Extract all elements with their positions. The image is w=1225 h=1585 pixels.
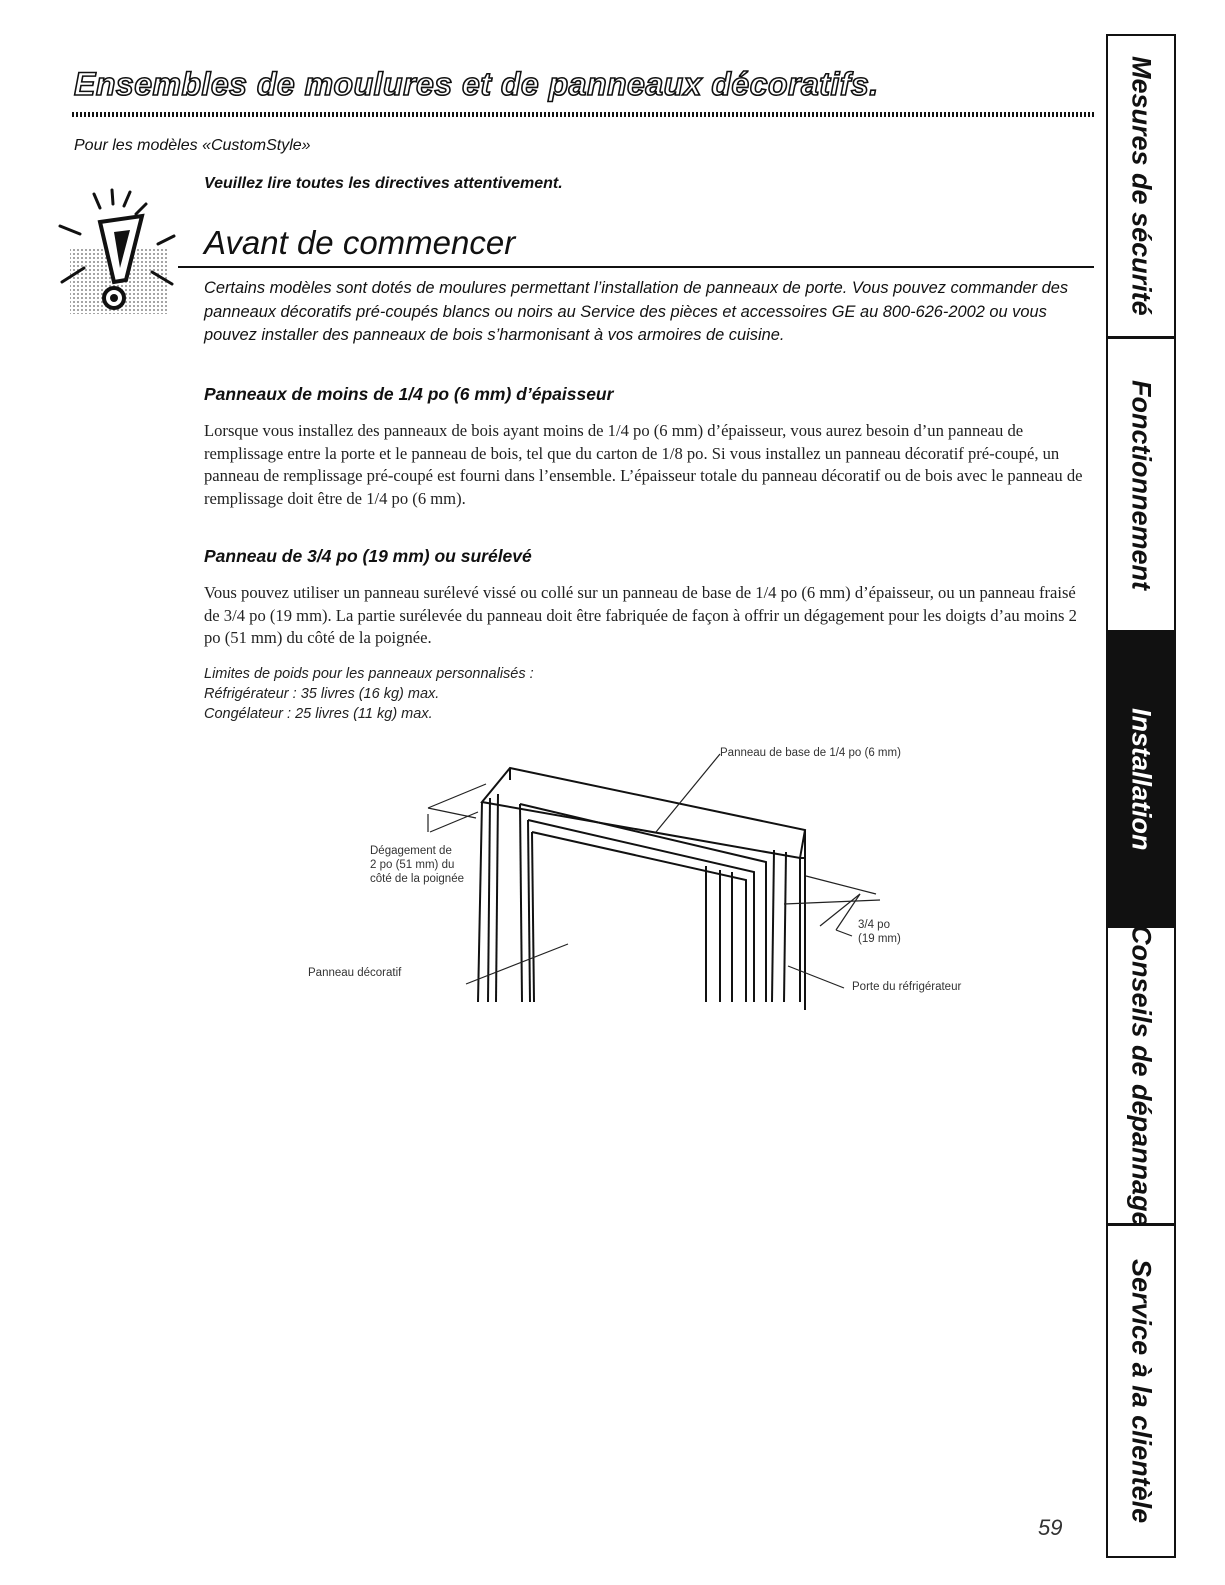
- tab-label: Fonctionnement: [1126, 379, 1157, 590]
- section-nav: [1106, 34, 1176, 1558]
- panel-diagram: [300, 740, 1000, 1020]
- page-title: Ensembles de moulures et de panneaux décoratifs.: [74, 66, 879, 102]
- page-subtitle: Pour les modèles «CustomStyle»: [74, 137, 311, 154]
- page-number: 59: [1038, 1515, 1063, 1540]
- weight-limit-fridge: Réfrigérateur : 35 livres (16 kg) max.: [204, 686, 440, 702]
- label-base-panel: Panneau de base de 1/4 po (6 mm): [720, 747, 901, 759]
- label-thickness-line-2: (19 mm): [858, 933, 901, 945]
- label-fridge-door: Porte du réfrigérateur: [852, 981, 962, 993]
- label-clearance-line-1: Dégagement de: [370, 845, 452, 857]
- tab-service-a-la-clientele[interactable]: [1108, 1226, 1174, 1556]
- tab-conseils-de-depannage[interactable]: [1108, 924, 1174, 1227]
- label-clearance-line-2: 2 po (51 mm) du: [370, 859, 455, 871]
- tab-label: Installation: [1126, 707, 1157, 851]
- label-thickness-line-1: 3/4 po: [858, 919, 890, 931]
- weight-limits: [204, 664, 534, 724]
- section-heading: Avant de commencer: [204, 224, 516, 261]
- raised-panels-paragraph: Vous pouvez utiliser un panneau surélevé vissé ou collé sur un panneau de base de 1/4 po (6 mm) d’épaisseur, ou un panneau fraisé de 3/4 po (19 mm). La partie surélevée du panneau doit être fabriquée de façon à offrir un dégagement pour les doigts d’au moins 2 po (51 mm) du côté de la poignée.: [204, 583, 1077, 648]
- title-divider: [72, 112, 1094, 117]
- tab-label: Service à la clientèle: [1126, 1258, 1157, 1524]
- tab-mesures-de-securite[interactable]: [1108, 36, 1174, 339]
- weight-limit-freezer: Congélateur : 25 livres (11 kg) max.: [204, 706, 433, 722]
- tab-label: Conseils de dépannage: [1126, 924, 1157, 1227]
- thin-panels-heading: Panneaux de moins de 1/4 po (6 mm) d’épaisseur: [204, 384, 614, 404]
- warning-icon: [56, 188, 186, 318]
- directive-text: Veuillez lire toutes les directives attentivement.: [204, 175, 563, 192]
- label-decorative-panel: Panneau décoratif: [308, 967, 402, 979]
- tab-label: Mesures de sécurité: [1126, 56, 1157, 316]
- base-panel-top: [482, 768, 805, 858]
- weight-limits-title: Limites de poids pour les panneaux personnalisés :: [204, 666, 534, 682]
- raised-panels-heading: Panneau de 3/4 po (19 mm) ou surélevé: [204, 546, 532, 566]
- tab-installation[interactable]: [1108, 633, 1174, 928]
- thin-panels-paragraph: Lorsque vous installez des panneaux de bois ayant moins de 1/4 po (6 mm) d’épaisseur, vous aurez besoin d’un panneau de remplissage entre la porte et le panneau de bois, tel que du carton de 1/8 po. Si vous installez un panneau décoratif pré-coupé, un panneau de remplissage pré-coupé est fourni dans l’ensemble. L’épaisseur totale du panneau décoratif ou de bois avec le panneau de remplissage doit être de 1/4 po (6 mm).: [204, 421, 1083, 508]
- intro-paragraph: Certains modèles sont dotés de moulures permettant l’installation de panneaux de porte. Vous pouvez commander des panneaux décoratifs pré-coupés blancs ou noirs au Service des pièces et accessoires GE au 800-626-2002 ou vous pouvez installer des panneaux de bois s’harmonisant à vos armoires de cuisine.: [204, 279, 1069, 344]
- section-divider: [178, 266, 1094, 268]
- label-clearance-line-3: côté de la poignée: [370, 873, 464, 885]
- tab-fonctionnement[interactable]: [1108, 339, 1174, 633]
